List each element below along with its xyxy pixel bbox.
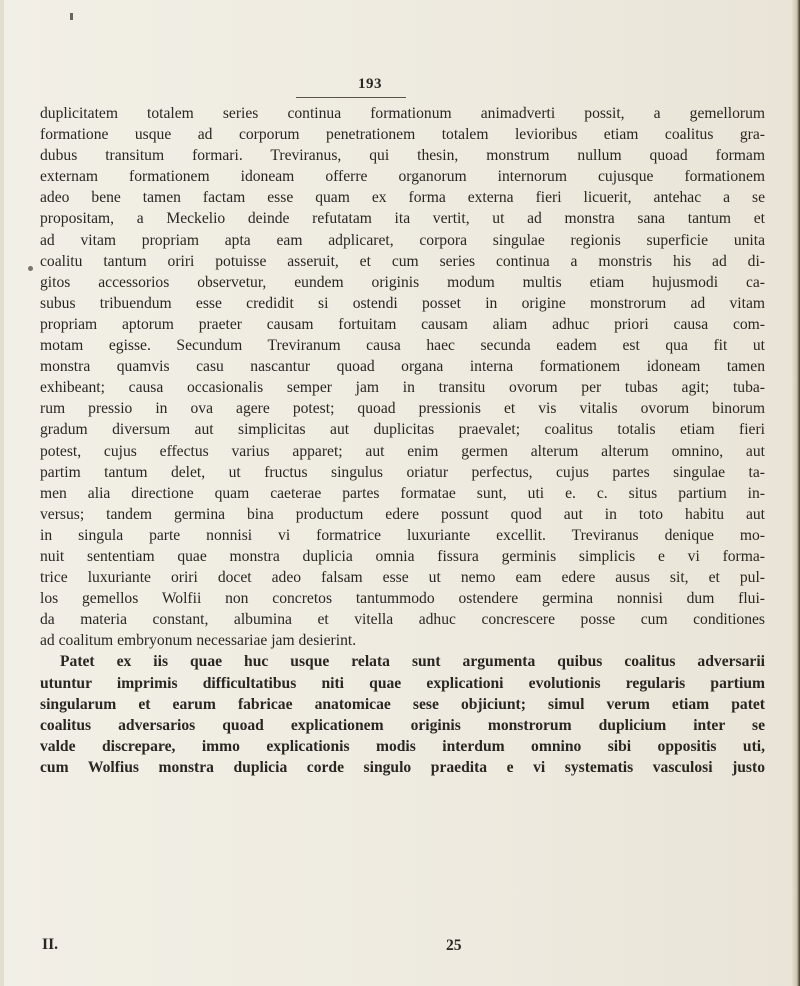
text-line: duplicitatem totalem series continua formationum animadverti possit, a gemellorum: [40, 105, 765, 122]
text-line: partim tantum delet, ut fructus singulus oriatur perfectus, cujus partes singulae ta-: [40, 463, 765, 481]
text-line: ad coalitum embryonum necessariae jam desierint.: [40, 632, 357, 650]
page-left-edge: [0, 0, 4, 986]
text-line: Patet ex iis quae huc usque relata sunt argumenta quibus coalitus adversarii: [60, 653, 765, 671]
margin-mark: [28, 266, 33, 271]
text-line: rum pressio in ova agere potest; quoad pressionis et vis vitalis ovorum binorum: [40, 400, 765, 418]
text-line: adeo bene tamen factam esse quam ex forma externa fieri licuerit, antehac a se: [40, 189, 765, 207]
text-line: propositam, a Meckelio deinde refutatam ita vertit, ut ad monstra sana tantum et: [40, 210, 765, 228]
text-line: los gemellos Wolfii non concretos tantummodo ostendere germina nonnisi dum flui-: [40, 590, 765, 608]
text-line: ad vitam propriam apta eam adplicaret, corpora singulae regionis superficie unita: [40, 231, 765, 249]
text-line: cum Wolfius monstra duplicia corde singulo praedita e vi systematis vasculosi justo: [40, 758, 765, 776]
text-line: in singula parte nonnisi vi formatrice luxuriante excellit. Treviranus denique mo-: [40, 526, 765, 544]
text-line: formatione usque ad corporum penetrationem totalem levioribus etiam coalitus gra-: [40, 126, 765, 144]
text-line: potest, cujus effectus varius apparet; aut enim germen alterum alterum omnino, aut: [40, 442, 765, 460]
text-line: propriam aptorum praeter causam fortuitam causam aliam adhuc priori causa com-: [40, 315, 765, 333]
text-line: gradum diversum aut simplicitas aut duplicitas praevalet; coalitus totalis etiam fieri: [40, 421, 765, 439]
page-binding-shadow: [792, 0, 800, 986]
signature-mark: II.: [42, 936, 59, 953]
text-line: trice luxuriante oriri docet adeo falsam esse ut nemo eam edere ausus sit, et pul-: [40, 569, 765, 587]
text-line: coalitus adversarios quoad explicationem originis monstrorum duplicium inter se: [40, 716, 765, 734]
text-line: monstra quamvis casu nascantur quoad organa interna formationem idoneam tamen: [40, 358, 765, 376]
text-line: utuntur imprimis difficultatibus niti quae explicationi evolutionis regularis partium: [40, 674, 765, 692]
text-line: da materia constant, albumina et vitella adhuc concrescere posse cum conditiones: [40, 611, 765, 629]
text-line: coalitu tantum oriri potuisse asseruit, et cum series continua a monstris his ad di-: [40, 252, 765, 270]
folio-number: 25: [446, 937, 462, 954]
text-line: versus; tandem germina bina productum edere possunt quod aut in toto habitu aut: [40, 505, 765, 523]
text-line: men alia directione quam caeterae partes formatae sunt, uti e. c. situs partium in-: [40, 484, 765, 502]
text-line: externam formationem idoneam offerre organorum internorum cujusque formationem: [40, 168, 765, 186]
text-line: valde discrepare, immo explicationis modis interdum omnino sibi oppositis uti,: [40, 737, 765, 755]
text-line: gitos accessorios observetur, eundem originis modum multis etiam hujusmodi ca-: [40, 273, 765, 291]
text-line: motam egisse. Secundum Treviranum causa haec secunda eadem est qua fit ut: [40, 337, 765, 355]
header-rule: [296, 97, 406, 98]
text-line: exhibeant; causa occasionalis semper jam in transitu ovorum per tubas agit; tuba-: [40, 379, 765, 397]
ink-speck: [70, 13, 73, 20]
text-line: singularum et earum fabricae anatomicae sese objiciunt; simul verum etiam patet: [40, 695, 765, 713]
text-line: subus tribuendum esse credidit si ostendi posset in origine monstrorum ad vitam: [40, 294, 765, 312]
text-line: nuit sententiam quae monstra duplicia omnia fissura germinis simplicis e vi forma-: [40, 547, 765, 565]
page-number: 193: [358, 76, 382, 92]
body-text: [40, 103, 765, 778]
text-line: dubus transitum formari. Treviranus, qui thesin, monstrum nullum quoad formam: [40, 147, 765, 165]
